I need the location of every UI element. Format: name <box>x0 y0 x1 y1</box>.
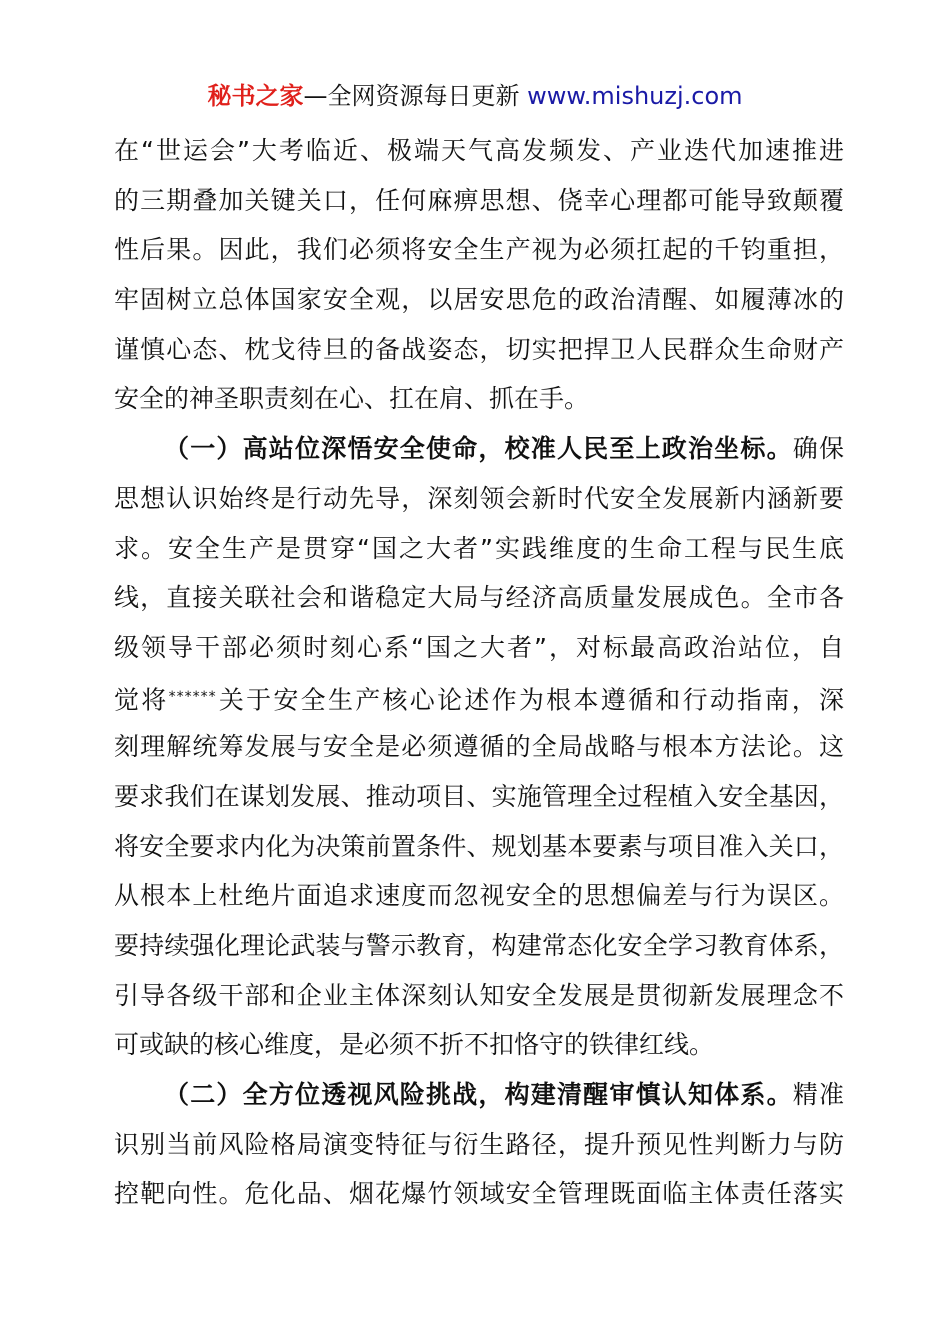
section2-first-line-rest: 精准 <box>792 1080 844 1110</box>
paragraph1-line-5: 谨慎心态、枕戈待旦的备战姿态，切实把捍卫人民群众生命财产 <box>114 334 844 364</box>
section1-line-12: 引导各级干部和企业主体深刻认知安全发展是贯彻新发展理念不 <box>114 980 844 1010</box>
header-url-link[interactable]: www.mishuzj.com <box>527 82 743 110</box>
paragraph1-line-6: 安全的神圣职责刻在心、扛在肩、抓在手。 <box>114 384 590 414</box>
paragraph1-line-1: 在“世运会”大考临近、极端天气高发频发、产业迭代加速推进 <box>114 136 844 165</box>
header-brand: 秘书之家 <box>207 82 304 110</box>
section1-first-line-rest: 确保 <box>792 434 844 464</box>
section2-heading: （二）全方位透视风险挑战，构建清醒审慎认知体系。 <box>164 1080 793 1110</box>
section1-line-10: 从根本上杜绝片面追求速度而忽视安全的思想偏差与行为误区。 <box>114 881 844 911</box>
section1-first-line <box>114 424 844 474</box>
paragraph1-line-4: 牢固树立总体国家安全观，以居安思危的政治清醒、如履薄冰的 <box>114 285 844 315</box>
section1-line-6-suffix: 关于安全生产核心论述作为根本遵循和行动指南，深 <box>216 685 844 715</box>
page-header <box>0 80 950 112</box>
section1-line-7: 刻理解统筹发展与安全是必须遵循的全局战略与根本方法论。这 <box>114 732 844 762</box>
section1-line-2: 思想认识始终是行动先导，深刻领会新时代安全发展新内涵新要 <box>114 483 844 513</box>
redacted-stars: ****** <box>168 688 217 705</box>
section2-first-line <box>114 1070 844 1120</box>
section1-line-6-prefix: 觉将 <box>114 685 169 715</box>
section2-line-3: 控靶向性。危化品、烟花爆竹领域安全管理既面临主体责任落实 <box>114 1179 844 1209</box>
document-body <box>114 126 844 1219</box>
header-tagline: —全网资源每日更新 <box>303 82 528 110</box>
section1-line-8: 要求我们在谋划发展、推动项目、实施管理全过程植入安全基因， <box>114 781 844 811</box>
paragraph1-line-2: 的三期叠加关键关口，任何麻痹思想、侥幸心理都可能导致颠覆 <box>114 185 844 215</box>
section1-line-4: 线，直接关联社会和谐稳定大局与经济高质量发展成色。全市各 <box>114 583 844 613</box>
section1-heading: （一）高站位深悟安全使命，校准人民至上政治坐标。 <box>164 434 793 464</box>
section1-line-11: 要持续强化理论武装与警示教育，构建常态化安全学习教育体系， <box>114 931 844 960</box>
section1-line-3: 求。安全生产是贯穿“国之大者”实践维度的生命工程与民生底 <box>114 533 844 563</box>
section1-line-9: 将安全要求内化为决策前置条件、规划基本要素与项目准入关口， <box>114 831 844 861</box>
section1-line-5: 级领导干部必须时刻心系“国之大者”，对标最高政治站位，自 <box>114 632 844 662</box>
section2-line-2: 识别当前风险格局演变特征与衍生路径，提升预见性判断力与防 <box>114 1129 844 1159</box>
section1-line-6 <box>114 673 844 723</box>
paragraph1-line-3: 性后果。因此，我们必须将安全生产视为必须扛起的千钧重担， <box>114 235 844 265</box>
section1-line-13: 可或缺的核心维度，是必须不折不扣恪守的铁律红线。 <box>114 1030 715 1060</box>
